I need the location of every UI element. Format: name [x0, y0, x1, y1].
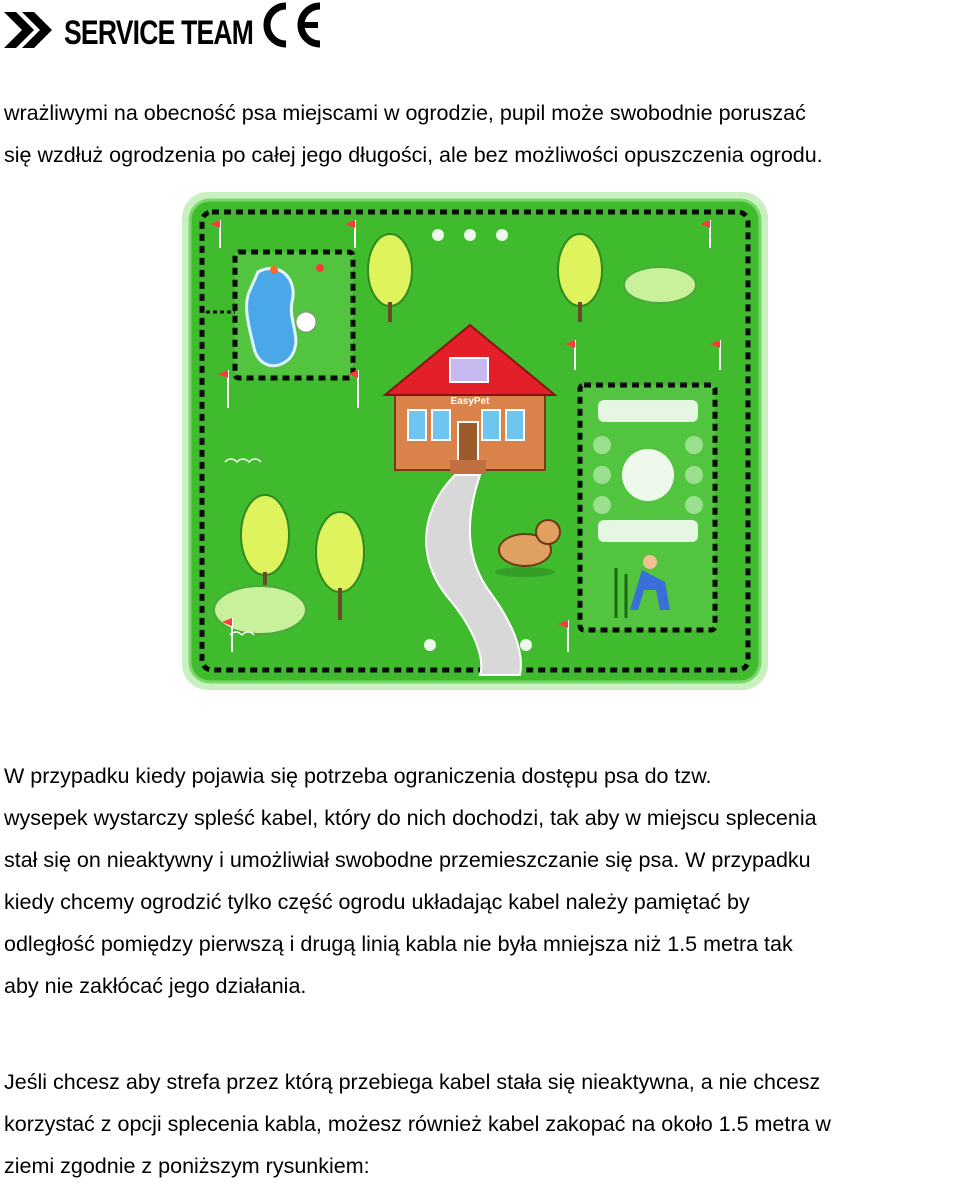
text-line: korzystać z opcji splecenia kabla, możesz również kabel zakopać na około 1.5 metra w — [4, 1112, 831, 1136]
text-line: wrażliwymi na obecność psa miejscami w ogrodzie, pupil może swobodnie poruszać — [4, 101, 806, 125]
page-header — [0, 0, 960, 60]
body-paragraph — [4, 1061, 959, 1187]
text-line: odległość pomiędzy pierwszą i drugą linią kabla nie była mniejsza niż 1.5 metra tak — [4, 932, 793, 956]
text-line: się wzdłuż ogrodzenia po całej jego długości, ale bez możliwości opuszczenia ogrodu. — [4, 143, 823, 167]
garden-illustration — [180, 190, 770, 692]
brand-name: SERVICE TEAM — [64, 14, 254, 52]
text-line: stał się on nieaktywny i umożliwiał swobodne przemieszczanie się psa. W przypadku — [4, 848, 811, 872]
bush — [214, 586, 306, 634]
text-line: W przypadku kiedy pojawia się potrzeba ograniczenia dostępu psa do tzw. — [4, 764, 712, 788]
intro-paragraph — [4, 92, 959, 176]
text-line: Jeśli chcesz aby strefa przez którą przebiega kabel stała się nieaktywna, a nie chcesz — [4, 1070, 821, 1094]
text-line: aby nie zakłócać jego działania. — [4, 974, 307, 998]
double-chevron-logo-icon — [4, 8, 60, 52]
body-paragraph — [4, 755, 959, 1007]
text-line: wysepek wystarczy spleść kabel, który do nich dochodzi, tak aby w miejscu splecenia — [4, 806, 817, 830]
pond — [247, 268, 296, 365]
house-sign: EasyPet — [450, 396, 490, 407]
ce-mark-icon — [258, 2, 326, 48]
text-line: kiedy chcemy ogrodzić tylko część ogrodu układając kabel należy pamiętać by — [4, 890, 750, 914]
bush — [624, 267, 696, 303]
text-line: ziemi zgodnie z poniższym rysunkiem: — [4, 1154, 370, 1178]
